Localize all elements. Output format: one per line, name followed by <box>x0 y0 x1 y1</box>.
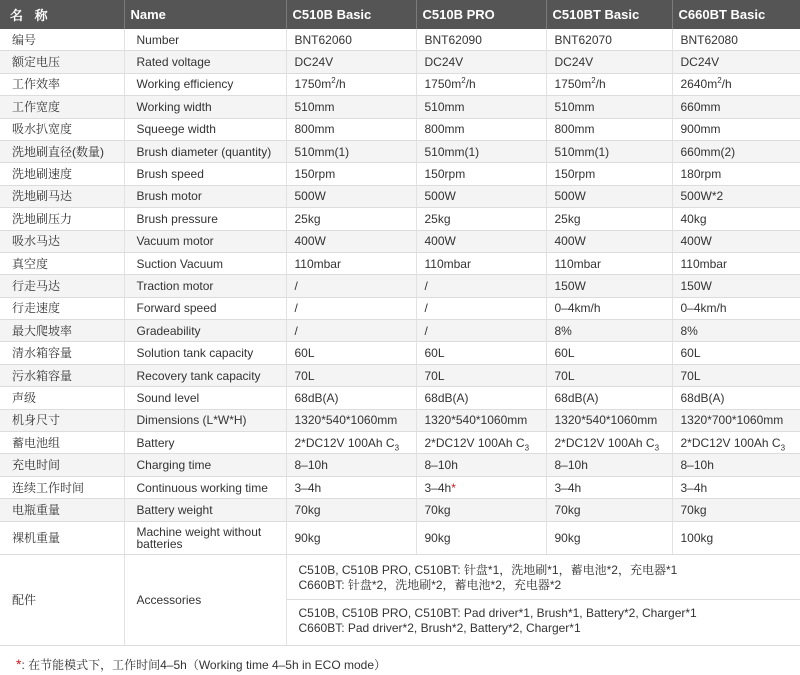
header-cn: 名 称 <box>0 0 124 29</box>
spec-value <box>286 521 416 554</box>
spec-label-en: Suction Vacuum <box>124 252 286 274</box>
spec-label-cn: 洗地刷压力 <box>0 208 124 230</box>
spec-value <box>286 364 416 386</box>
table-row <box>0 364 800 386</box>
unit-superscript: 2 <box>331 76 336 86</box>
spec-value-text: 70kg <box>294 502 321 517</box>
spec-value <box>416 476 546 498</box>
spec-value <box>416 185 546 207</box>
table-row <box>0 521 800 554</box>
spec-value <box>416 387 546 409</box>
table-row <box>0 163 800 185</box>
spec-value <box>546 185 672 207</box>
spec-value-text: DC24V <box>294 55 334 70</box>
spec-value-text: DC24V <box>680 55 720 70</box>
spec-value-text: 8% <box>554 323 572 338</box>
spec-label-cn: 洗地刷马达 <box>0 185 124 207</box>
spec-value <box>286 499 416 521</box>
spec-value <box>416 163 546 185</box>
spec-value-text: 110mbar <box>554 256 601 271</box>
footnote-text: : 在节能模式下，工作时间4–5h（Working time 4–5h in ECO mode） <box>21 657 387 672</box>
spec-label-cn: 洗地刷直径(数量) <box>0 140 124 162</box>
spec-value <box>672 118 800 140</box>
spec-value <box>286 297 416 319</box>
spec-value-text: 500W*2 <box>680 189 724 204</box>
spec-label-en: Gradeability <box>124 320 286 342</box>
spec-value <box>672 432 800 454</box>
spec-value-text: 60L <box>680 346 701 361</box>
spec-label-cn: 吸水扒宽度 <box>0 118 124 140</box>
spec-value <box>546 208 672 230</box>
spec-value <box>416 252 546 274</box>
spec-value <box>416 409 546 431</box>
spec-value-text: 110mbar <box>680 256 727 271</box>
spec-value <box>672 387 800 409</box>
spec-value-text: 1320*700*1060mm <box>680 413 784 428</box>
spec-value <box>286 185 416 207</box>
spec-value-text: 8–10h <box>424 458 458 473</box>
table-row <box>0 275 800 297</box>
spec-value <box>546 51 672 73</box>
spec-label-en: Traction motor <box>124 275 286 297</box>
unit-superscript: 2 <box>717 76 722 86</box>
spec-label-cn: 洗地刷速度 <box>0 163 124 185</box>
spec-value-text: / <box>294 323 298 338</box>
spec-value <box>546 230 672 252</box>
spec-value-text: DC24V <box>554 55 594 70</box>
spec-value <box>546 252 672 274</box>
spec-value <box>416 29 546 51</box>
spec-value <box>672 521 800 554</box>
spec-value <box>286 29 416 51</box>
spec-value <box>286 409 416 431</box>
accessories-cn-line: C660BT: 针盘*2，洗地刷*2，蓄电池*2，充电器*2 <box>298 578 562 593</box>
spec-label-en: Battery <box>124 432 286 454</box>
spec-label-en: Brush pressure <box>124 208 286 230</box>
spec-value-text: 510mm(1) <box>294 144 350 159</box>
spec-label-cn: 行走速度 <box>0 297 124 319</box>
spec-label-en: Battery weight <box>124 499 286 521</box>
spec-value <box>672 73 800 95</box>
spec-value <box>672 342 800 364</box>
spec-value-text: 90kg <box>294 530 321 545</box>
spec-value <box>546 29 672 51</box>
spec-value <box>546 297 672 319</box>
accessories-en-line: C660BT: Pad driver*2, Brush*2, Battery*2, Charger*1 <box>298 621 581 636</box>
unit-subscript: 3 <box>780 443 786 453</box>
table-row <box>0 140 800 162</box>
table-row <box>0 297 800 319</box>
spec-value-text: 68dB(A) <box>294 390 339 405</box>
spec-label-en: Squeege width <box>124 118 286 140</box>
spec-value <box>286 230 416 252</box>
spec-value-text: / <box>424 323 428 338</box>
unit-tail: /h <box>465 77 476 92</box>
spec-value-text: / <box>424 278 428 293</box>
spec-value-text: 8–10h <box>680 458 714 473</box>
table-row <box>0 73 800 95</box>
spec-value <box>546 432 672 454</box>
spec-value <box>672 51 800 73</box>
unit-tail: /h <box>335 77 346 92</box>
spec-value-text: BNT62060 <box>294 32 352 47</box>
spec-value <box>546 499 672 521</box>
spec-value <box>416 364 546 386</box>
spec-value <box>416 499 546 521</box>
spec-value <box>286 73 416 95</box>
table-row <box>0 454 800 476</box>
table-row <box>0 29 800 51</box>
spec-value <box>546 521 672 554</box>
spec-value-text: 8% <box>680 323 698 338</box>
spec-label-en: Vacuum motor <box>124 230 286 252</box>
spec-value <box>672 454 800 476</box>
table-row <box>0 342 800 364</box>
accessories-en-line: C510B, C510B PRO, C510BT: Pad driver*1, Brush*1, Battery*2, Charger*1 <box>298 606 697 621</box>
spec-value-text: 68dB(A) <box>424 390 469 405</box>
spec-value-text: 70kg <box>554 502 581 517</box>
spec-value <box>546 118 672 140</box>
spec-value-text: BNT62090 <box>424 32 482 47</box>
spec-label-cn: 工作宽度 <box>0 96 124 118</box>
spec-label-cn: 充电时间 <box>0 454 124 476</box>
spec-value-text: 70L <box>424 368 445 383</box>
spec-value-text: 8–10h <box>554 458 588 473</box>
accessories-cn-line: C510B, C510B PRO, C510BT: 针盘*1，洗地刷*1，蓄电池*2，充电器*1 <box>298 563 678 578</box>
spec-value-text: 1320*540*1060mm <box>554 413 658 428</box>
spec-value <box>416 73 546 95</box>
spec-value-text: 68dB(A) <box>680 390 725 405</box>
spec-value-text: 400W <box>554 234 586 249</box>
spec-value-text: 500W <box>554 189 586 204</box>
spec-value-text: 660mm(2) <box>680 144 736 159</box>
spec-label-cn: 裸机重量 <box>0 521 124 554</box>
spec-label-en: Charging time <box>124 454 286 476</box>
spec-value <box>546 320 672 342</box>
spec-value <box>546 342 672 364</box>
spec-value <box>672 163 800 185</box>
spec-value <box>286 320 416 342</box>
spec-value-text: 60L <box>294 346 315 361</box>
unit-superscript: 2 <box>591 76 596 86</box>
spec-value-text: 510mm <box>554 99 595 114</box>
spec-value <box>416 342 546 364</box>
spec-value <box>286 118 416 140</box>
spec-value-text: BNT62080 <box>680 32 738 47</box>
spec-value-text: 25kg <box>554 211 581 226</box>
spec-value-text: DC24V <box>424 55 464 70</box>
spec-value-text: 510mm <box>294 99 335 114</box>
header-c510bt-basic: C510BT Basic <box>546 0 672 29</box>
accessories-cn: 配件 <box>0 554 124 645</box>
spec-value-text: 90kg <box>554 530 581 545</box>
spec-value <box>672 29 800 51</box>
spec-value <box>416 230 546 252</box>
spec-value-text: 2*DC12V 100Ah C <box>424 435 525 450</box>
spec-value-text: 70kg <box>424 502 451 517</box>
spec-value <box>546 275 672 297</box>
table-row <box>0 432 800 454</box>
spec-value <box>546 163 672 185</box>
spec-value <box>672 499 800 521</box>
spec-value-text: 500W <box>424 189 456 204</box>
spec-value-text: 110mbar <box>294 256 341 271</box>
table-row <box>0 185 800 207</box>
spec-value-text: 3–4h <box>294 480 322 495</box>
spec-label-en: Rated voltage <box>124 51 286 73</box>
spec-value <box>416 320 546 342</box>
spec-value-text: 1320*540*1060mm <box>294 413 398 428</box>
spec-value-text: 100kg <box>680 530 714 545</box>
spec-value <box>546 387 672 409</box>
accessories-cn-block <box>287 557 800 599</box>
spec-label-en: Working efficiency <box>124 73 286 95</box>
footnote <box>0 646 800 673</box>
spec-value-text: 70L <box>294 368 315 383</box>
spec-value <box>546 73 672 95</box>
spec-label-en: Forward speed <box>124 297 286 319</box>
spec-value-text: 60L <box>424 346 445 361</box>
accessories-value <box>286 554 800 645</box>
spec-label-en: Number <box>124 29 286 51</box>
unit-superscript: 2 <box>461 76 466 86</box>
spec-value <box>416 521 546 554</box>
spec-value-text: 0–4km/h <box>554 301 601 316</box>
spec-value-text: 40kg <box>680 211 707 226</box>
spec-value <box>286 387 416 409</box>
spec-value-text: 900mm <box>680 122 721 137</box>
spec-value <box>416 96 546 118</box>
spec-value-text: BNT62070 <box>554 32 612 47</box>
spec-label-cn: 机身尺寸 <box>0 409 124 431</box>
spec-value <box>416 297 546 319</box>
spec-label-en: Dimensions (L*W*H) <box>124 409 286 431</box>
spec-value-text: 510mm(1) <box>554 144 610 159</box>
spec-value-text: 510mm(1) <box>424 144 480 159</box>
spec-value <box>546 364 672 386</box>
table-row <box>0 252 800 274</box>
spec-label-cn: 编号 <box>0 29 124 51</box>
spec-value-text: 8–10h <box>294 458 328 473</box>
spec-value <box>672 275 800 297</box>
table-row <box>0 499 800 521</box>
spec-value <box>416 432 546 454</box>
spec-value <box>286 432 416 454</box>
table-row <box>0 320 800 342</box>
spec-value-text: 70kg <box>680 502 707 517</box>
spec-value <box>286 252 416 274</box>
spec-value-text: 800mm <box>294 122 335 137</box>
spec-label-en: Brush motor <box>124 185 286 207</box>
spec-value <box>546 96 672 118</box>
spec-value-text: 25kg <box>294 211 321 226</box>
accessories-row <box>0 554 800 645</box>
spec-value-text: 400W <box>424 234 456 249</box>
spec-label-en: Solution tank capacity <box>124 342 286 364</box>
spec-label-cn: 蓄电池组 <box>0 432 124 454</box>
spec-value-text: 3–4h <box>424 480 452 495</box>
spec-label-en: Brush diameter (quantity) <box>124 140 286 162</box>
spec-value <box>286 51 416 73</box>
spec-value-text: 150rpm <box>554 167 596 182</box>
spec-value-text: 400W <box>680 234 712 249</box>
unit-tail: /h <box>595 77 606 92</box>
spec-value-text: 60L <box>554 346 575 361</box>
spec-value <box>286 476 416 498</box>
spec-value <box>286 208 416 230</box>
unit-tail: /h <box>721 77 732 92</box>
spec-value-text: 110mbar <box>424 256 471 271</box>
spec-value-text: 800mm <box>424 122 465 137</box>
spec-value <box>672 364 800 386</box>
spec-label-cn: 清水箱容量 <box>0 342 124 364</box>
spec-value <box>286 140 416 162</box>
spec-label-en: Working width <box>124 96 286 118</box>
spec-label-cn: 声级 <box>0 387 124 409</box>
spec-value-text: 180rpm <box>680 167 722 182</box>
spec-value-text: 150rpm <box>424 167 466 182</box>
header-c660bt-basic: C660BT Basic <box>672 0 800 29</box>
spec-value-text: 1320*540*1060mm <box>424 413 528 428</box>
table-row <box>0 208 800 230</box>
spec-value-text: 25kg <box>424 211 451 226</box>
spec-value-text: 1750m <box>424 77 462 92</box>
spec-value-text: 0–4km/h <box>680 301 727 316</box>
spec-value-text: / <box>294 301 298 316</box>
spec-value-text: 400W <box>294 234 326 249</box>
spec-value <box>672 320 800 342</box>
spec-value-text: 1750m <box>554 77 592 92</box>
spec-value-text: 3–4h <box>554 480 582 495</box>
spec-value-text: 510mm <box>424 99 465 114</box>
spec-value <box>672 297 800 319</box>
spec-value <box>286 96 416 118</box>
spec-label-cn: 吸水马达 <box>0 230 124 252</box>
table-row <box>0 409 800 431</box>
spec-value-text: 660mm <box>680 99 721 114</box>
spec-label-cn: 额定电压 <box>0 51 124 73</box>
accessories-en: Accessories <box>124 554 286 645</box>
spec-value <box>416 275 546 297</box>
table-row <box>0 476 800 498</box>
spec-label-en: Continuous working time <box>124 476 286 498</box>
spec-value-text: 150W <box>680 278 712 293</box>
spec-value-text: 68dB(A) <box>554 390 599 405</box>
spec-value <box>546 140 672 162</box>
spec-label-en: Sound level <box>124 387 286 409</box>
spec-label-cn: 最大爬坡率 <box>0 320 124 342</box>
spec-label-cn: 工作效率 <box>0 73 124 95</box>
unit-subscript: 3 <box>524 443 530 453</box>
spec-value <box>672 252 800 274</box>
unit-subscript: 3 <box>654 443 660 453</box>
table-row <box>0 51 800 73</box>
header-row <box>0 0 800 29</box>
spec-value-text: 90kg <box>424 530 451 545</box>
spec-label-cn: 电瓶重量 <box>0 499 124 521</box>
spec-value <box>416 454 546 476</box>
spec-value-text: 500W <box>294 189 326 204</box>
spec-value <box>286 275 416 297</box>
header-c510b-basic: C510B Basic <box>286 0 416 29</box>
spec-value <box>286 163 416 185</box>
spec-label-en: Recovery tank capacity <box>124 364 286 386</box>
spec-value-text: 2*DC12V 100Ah C <box>294 435 395 450</box>
spec-label-cn: 真空度 <box>0 252 124 274</box>
spec-value <box>416 118 546 140</box>
spec-value <box>546 409 672 431</box>
spec-value-text: 150rpm <box>294 167 336 182</box>
header-c510b-pro: C510B PRO <box>416 0 546 29</box>
spec-value <box>416 208 546 230</box>
accessories-en-block <box>287 599 800 642</box>
spec-label-cn: 行走马达 <box>0 275 124 297</box>
spec-value <box>416 140 546 162</box>
spec-label-cn: 连续工作时间 <box>0 476 124 498</box>
spec-value-text: / <box>424 301 428 316</box>
spec-value <box>546 454 672 476</box>
spec-value <box>672 230 800 252</box>
spec-value-text: 1750m <box>294 77 332 92</box>
spec-value-text: 2*DC12V 100Ah C <box>554 435 655 450</box>
spec-value-text: 2640m <box>680 77 718 92</box>
spec-label-en: Brush speed <box>124 163 286 185</box>
unit-subscript: 3 <box>394 443 400 453</box>
header-name: Name <box>124 0 286 29</box>
spec-value-text: 150W <box>554 278 586 293</box>
spec-value <box>286 454 416 476</box>
spec-value <box>672 96 800 118</box>
spec-label-en: Machine weight without batteries <box>124 521 286 554</box>
table-row <box>0 387 800 409</box>
spec-value <box>672 208 800 230</box>
table-row <box>0 230 800 252</box>
spec-value-text: / <box>294 278 298 293</box>
spec-label-cn: 污水箱容量 <box>0 364 124 386</box>
table-row <box>0 118 800 140</box>
spec-value <box>672 185 800 207</box>
table-row <box>0 96 800 118</box>
spec-value <box>672 140 800 162</box>
spec-value-text: 800mm <box>554 122 595 137</box>
spec-value-text: 70L <box>680 368 701 383</box>
spec-value-text: 2*DC12V 100Ah C <box>680 435 781 450</box>
spec-value-text: 3–4h <box>680 480 708 495</box>
spec-value <box>546 476 672 498</box>
spec-value <box>286 342 416 364</box>
spec-body <box>0 29 800 645</box>
eco-mode-star: * <box>451 480 456 495</box>
footnote-star: * <box>16 655 22 672</box>
spec-value <box>672 476 800 498</box>
spec-value-text: 70L <box>554 368 575 383</box>
spec-value <box>416 51 546 73</box>
spec-value <box>672 409 800 431</box>
